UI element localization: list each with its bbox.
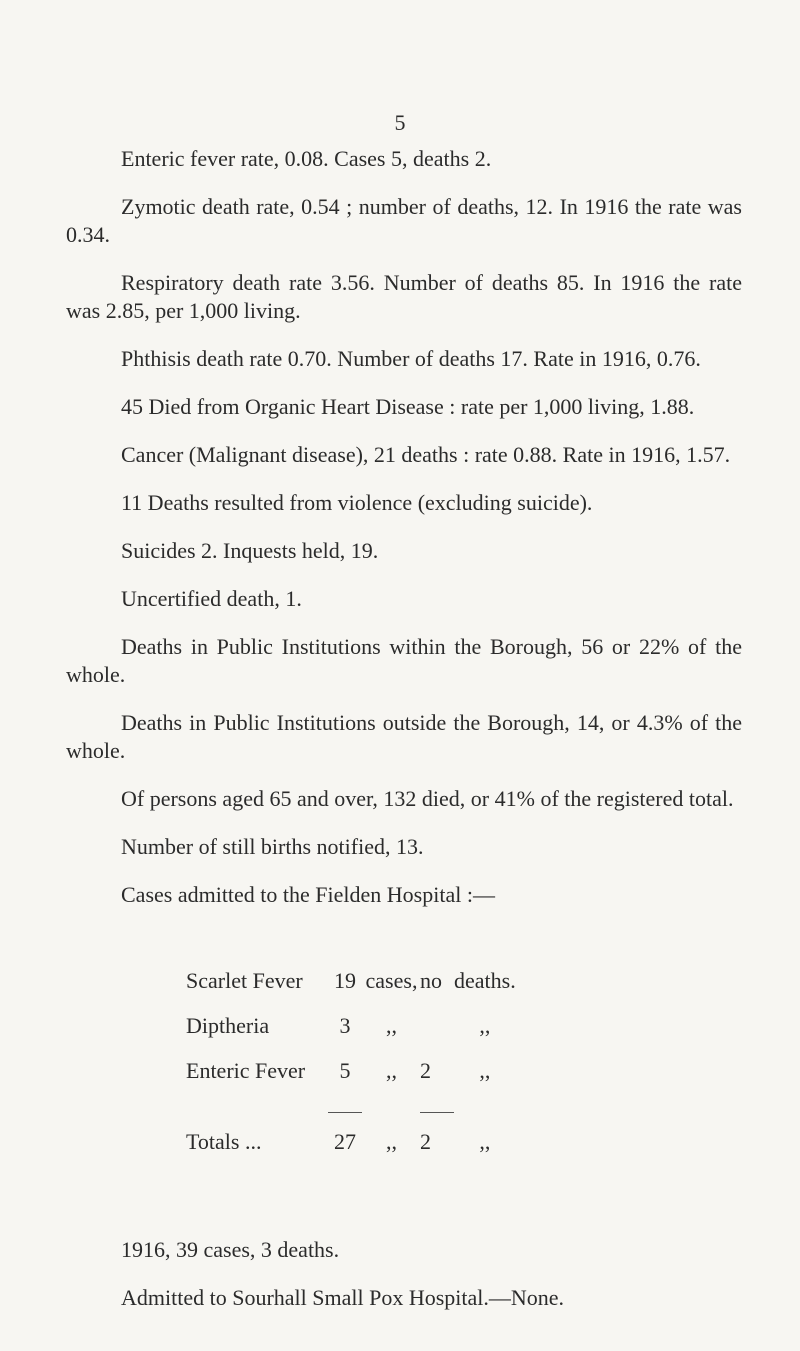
paragraph-zymotic: Zymotic death rate, 0.54 ; number of deaths, 12. In 1916 the rate was 0.34. [66, 194, 742, 247]
paragraph-cancer: Cancer (Malignant disease), 21 deaths : rate 0.88. Rate in 1916, 1.57. [121, 442, 731, 467]
paragraph-enteric-fever: Enteric fever rate, 0.08. Cases 5, deaths 2. [121, 146, 492, 171]
table-row [186, 1003, 516, 1048]
page-number: 5 [394, 110, 406, 135]
case-count: 3 [339, 1012, 351, 1038]
paragraph-violence: 11 Deaths resulted from violence (excluding suicide). [121, 490, 593, 515]
paragraph-respiratory: Respiratory death rate 3.56. Number of deaths 85. In 1916 the rate was 2.85, per 1,000 living. [66, 270, 742, 323]
totals-row [186, 1119, 516, 1164]
paragraph-sourhall: Admitted to Sourhall Small Pox Hospital.—None. [121, 1285, 565, 1310]
paragraph-institutions-within: Deaths in Public Institutions within the Borough, 56 or 22% of the whole. [66, 634, 742, 687]
case-count: 5 [339, 1057, 351, 1083]
totals-label: Totals ... [186, 1128, 262, 1154]
deaths-unit: ,, [479, 1128, 491, 1154]
cases-unit: ,, [386, 1057, 397, 1083]
fielden-hospital-table [186, 958, 516, 1164]
deaths-total-rule [420, 1112, 454, 1113]
death-count: 2 [420, 1057, 431, 1083]
paragraph-still-births: Number of still births notified, 13. [121, 834, 424, 859]
paragraph-fielden-intro: Cases admitted to the Fielden Hospital :— [121, 882, 495, 907]
disease-name: Diptheria [186, 1012, 270, 1038]
cases-unit: ,, [386, 1128, 397, 1154]
paragraph-heart-disease: 45 Died from Organic Heart Disease : rate per 1,000 living, 1.88. [121, 394, 695, 419]
disease-name: Enteric Fever [186, 1057, 306, 1083]
death-count: no [420, 967, 442, 993]
disease-name: Scarlet Fever [186, 967, 303, 993]
paragraph-suicides: Suicides 2. Inquests held, 19. [121, 538, 379, 563]
table-row [186, 958, 516, 1003]
cases-unit: ,, [386, 1012, 397, 1038]
paragraph-uncertified: Uncertified death, 1. [121, 586, 302, 611]
paragraph-phthisis: Phthisis death rate 0.70. Number of deaths 17. Rate in 1916, 0.76. [121, 346, 701, 371]
paragraph-institutions-outside: Deaths in Public Institutions outside the Borough, 14, or 4.3% of the whole. [66, 710, 742, 763]
cases-total-rule [328, 1112, 362, 1113]
paragraph-1916-cases: 1916, 39 cases, 3 deaths. [121, 1237, 340, 1262]
deaths-unit: deaths. [454, 967, 516, 993]
total-cases: 27 [334, 1128, 356, 1154]
case-count: 19 [334, 967, 356, 993]
totals-rule-row [186, 1093, 516, 1119]
total-deaths: 2 [420, 1128, 431, 1154]
table-row [186, 1048, 516, 1093]
deaths-unit: ,, [479, 1057, 491, 1083]
deaths-unit: ,, [479, 1012, 491, 1038]
paragraph-aged-65: Of persons aged 65 and over, 132 died, or 41% of the registered total. [121, 786, 734, 811]
cases-unit: cases, [365, 967, 418, 993]
report-body [66, 145, 742, 929]
death-count [420, 1003, 454, 1048]
